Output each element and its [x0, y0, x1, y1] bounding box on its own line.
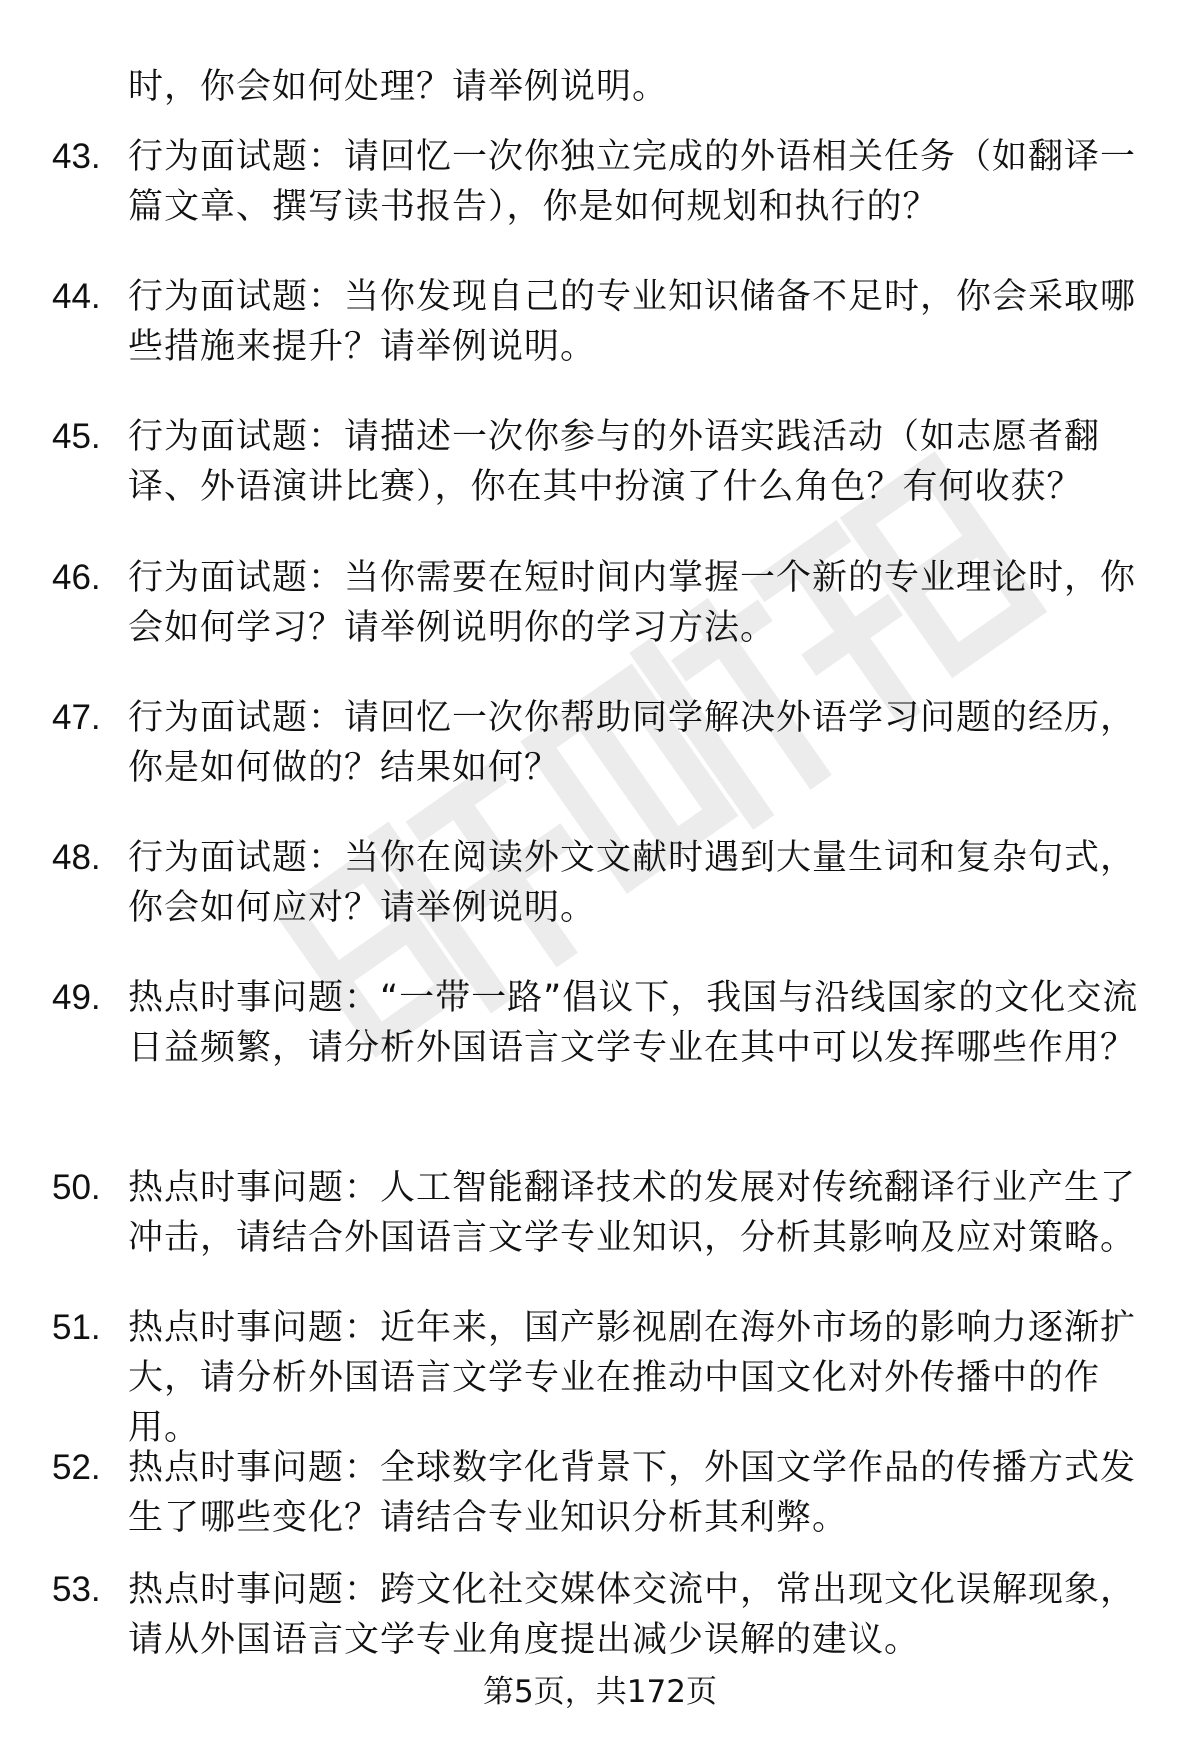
question-number: 52. — [52, 1448, 101, 1487]
question-number: 53. — [52, 1570, 101, 1609]
question-number: 45. — [52, 417, 101, 456]
question-text: 行为面试题：请描述一次你参与的外语实践活动（如志愿者翻译、外语演讲比赛），你在其中扮演了什么角色？有何收获？ — [128, 417, 1101, 507]
question-number: 48. — [52, 838, 101, 877]
continuation-line: 时，你会如何处理？请举例说明。 — [128, 67, 669, 107]
question-number: 50. — [52, 1168, 101, 1207]
question-text: 热点时事问题：近年来，国产影视剧在海外市场的影响力逐渐扩大，请分析外国语言文学专业在推动中国文化对外传播中的作用。 — [128, 1308, 1137, 1448]
question-number: 51. — [52, 1308, 101, 1347]
question-text: 热点时事问题：全球数字化背景下，外国文学作品的传播方式发生了哪些变化？请结合专业知识分析其利弊。 — [128, 1448, 1137, 1538]
question-text: 热点时事问题：“一带一路”倡议下，我国与沿线国家的文化交流日益频繁，请分析外国语言文学专业在其中可以发挥哪些作用？ — [128, 978, 1139, 1068]
question-text: 热点时事问题：跨文化社交媒体交流中，常出现文化误解现象，请从外国语言文学专业角度提出减少误解的建议。 — [128, 1570, 1137, 1660]
question-number: 44. — [52, 277, 101, 316]
question-number: 47. — [52, 698, 101, 737]
question-number: 43. — [52, 137, 101, 176]
question-text: 行为面试题：当你发现自己的专业知识储备不足时，你会采取哪些措施来提升？请举例说明。 — [128, 277, 1137, 367]
question-text: 行为面试题：当你需要在短时间内掌握一个新的专业理论时，你会如何学习？请举例说明你的学习方法。 — [128, 558, 1137, 648]
page-footer: 第5页，共172页 — [483, 1674, 717, 1710]
question-number: 46. — [52, 558, 101, 597]
question-number: 49. — [52, 978, 101, 1017]
question-text: 行为面试题：请回忆一次你帮助同学解决外语学习问题的经历，你是如何做的？结果如何？ — [128, 698, 1137, 788]
question-text: 行为面试题：当你在阅读外文文献时遇到大量生词和复杂句式，你会如何应对？请举例说明。 — [128, 838, 1137, 928]
question-text: 热点时事问题：人工智能翻译技术的发展对传统翻译行业产生了冲击，请结合外国语言文学专业知识，分析其影响及应对策略。 — [128, 1168, 1137, 1258]
question-text: 行为面试题：请回忆一次你独立完成的外语相关任务（如翻译一篇文章、撰写读书报告），你是如何规划和执行的？ — [128, 137, 1137, 227]
